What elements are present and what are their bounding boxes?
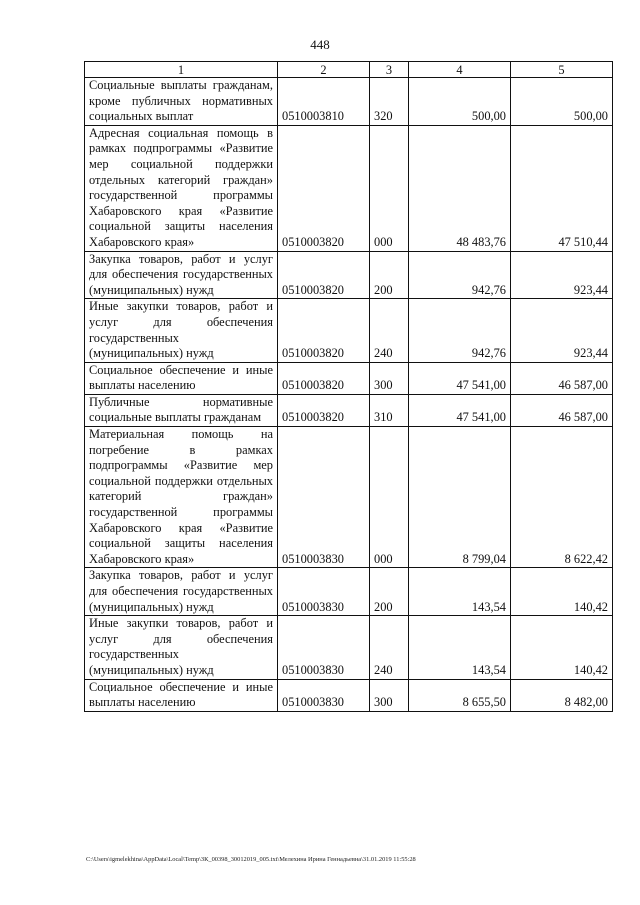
header-col-4: 4	[409, 62, 511, 78]
row-target-code: 0510003810	[278, 78, 370, 126]
row-target-code: 0510003830	[278, 427, 370, 568]
table-row	[85, 394, 613, 426]
row-name: Материальная помощь на погребение в рамках подпрограммы «Развитие мер социальной поддержки отдельных категорий граждан» государственной программы Хабаровского края «Развитие социальной защиты населения Хабаровского края»	[85, 427, 278, 568]
row-target-code: 0510003830	[278, 568, 370, 616]
header-col-2: 2	[278, 62, 370, 78]
row-amount-2: 47 510,44	[511, 125, 613, 251]
row-expense-type: 300	[370, 679, 409, 711]
row-name: Закупка товаров, работ и услуг для обеспечения государственных (муниципальных) нужд	[85, 251, 278, 299]
header-col-3: 3	[370, 62, 409, 78]
row-expense-type: 240	[370, 299, 409, 362]
row-amount-2: 8 622,42	[511, 427, 613, 568]
table-row	[85, 125, 613, 251]
table-row	[85, 299, 613, 362]
row-target-code: 0510003830	[278, 679, 370, 711]
row-amount-2: 500,00	[511, 78, 613, 126]
row-amount-2: 923,44	[511, 299, 613, 362]
row-amount-1: 942,76	[409, 299, 511, 362]
table-row	[85, 251, 613, 299]
row-name: Закупка товаров, работ и услуг для обеспечения государственных (муниципальных) нужд	[85, 568, 278, 616]
table-row	[85, 78, 613, 126]
row-amount-2: 46 587,00	[511, 394, 613, 426]
row-expense-type: 310	[370, 394, 409, 426]
row-amount-1: 47 541,00	[409, 394, 511, 426]
row-expense-type: 320	[370, 78, 409, 126]
budget-table	[84, 61, 613, 712]
row-amount-1: 143,54	[409, 616, 511, 679]
table-row	[85, 362, 613, 394]
row-amount-2: 8 482,00	[511, 679, 613, 711]
row-amount-1: 8 799,04	[409, 427, 511, 568]
row-expense-type: 000	[370, 125, 409, 251]
row-expense-type: 300	[370, 362, 409, 394]
row-name: Социальное обеспечение и иные выплаты населению	[85, 362, 278, 394]
row-target-code: 0510003820	[278, 251, 370, 299]
row-name: Иные закупки товаров, работ и услуг для обеспечения государственных (муниципальных) нужд	[85, 616, 278, 679]
row-amount-1: 48 483,76	[409, 125, 511, 251]
header-row	[85, 62, 613, 78]
row-amount-1: 8 655,50	[409, 679, 511, 711]
row-target-code: 0510003820	[278, 362, 370, 394]
row-target-code: 0510003820	[278, 394, 370, 426]
row-name: Адресная социальная помощь в рамках подпрограммы «Развитие мер социальной поддержки отдельных категорий граждан» государственной программы Хабаровского края «Развитие социальной защиты населения Хабаровского края»	[85, 125, 278, 251]
row-amount-2: 923,44	[511, 251, 613, 299]
file-path-footer: C:\Users\igmelekhina\AppData\Local\Temp\ЗК_00398_30012019_005.txt\Мелехина Ирина Геннадьевна\31.01.2019 11:55:28	[86, 856, 416, 863]
row-amount-1: 942,76	[409, 251, 511, 299]
table-row	[85, 616, 613, 679]
row-target-code: 0510003820	[278, 299, 370, 362]
table-row	[85, 427, 613, 568]
row-name: Социальное обеспечение и иные выплаты населению	[85, 679, 278, 711]
row-amount-2: 140,42	[511, 616, 613, 679]
page-number: 448	[310, 37, 330, 52]
row-amount-1: 500,00	[409, 78, 511, 126]
row-amount-1: 143,54	[409, 568, 511, 616]
row-name: Социальные выплаты гражданам, кроме публичных нормативных социальных выплат	[85, 78, 278, 126]
header-col-5: 5	[511, 62, 613, 78]
row-expense-type: 240	[370, 616, 409, 679]
row-expense-type: 000	[370, 427, 409, 568]
row-target-code: 0510003830	[278, 616, 370, 679]
row-amount-2: 46 587,00	[511, 362, 613, 394]
row-target-code: 0510003820	[278, 125, 370, 251]
row-expense-type: 200	[370, 251, 409, 299]
table-row	[85, 679, 613, 711]
row-amount-2: 140,42	[511, 568, 613, 616]
header-col-1: 1	[85, 62, 278, 78]
row-amount-1: 47 541,00	[409, 362, 511, 394]
table-row	[85, 568, 613, 616]
row-expense-type: 200	[370, 568, 409, 616]
row-name: Публичные нормативные социальные выплаты гражданам	[85, 394, 278, 426]
row-name: Иные закупки товаров, работ и услуг для обеспечения государственных (муниципальных) нужд	[85, 299, 278, 362]
